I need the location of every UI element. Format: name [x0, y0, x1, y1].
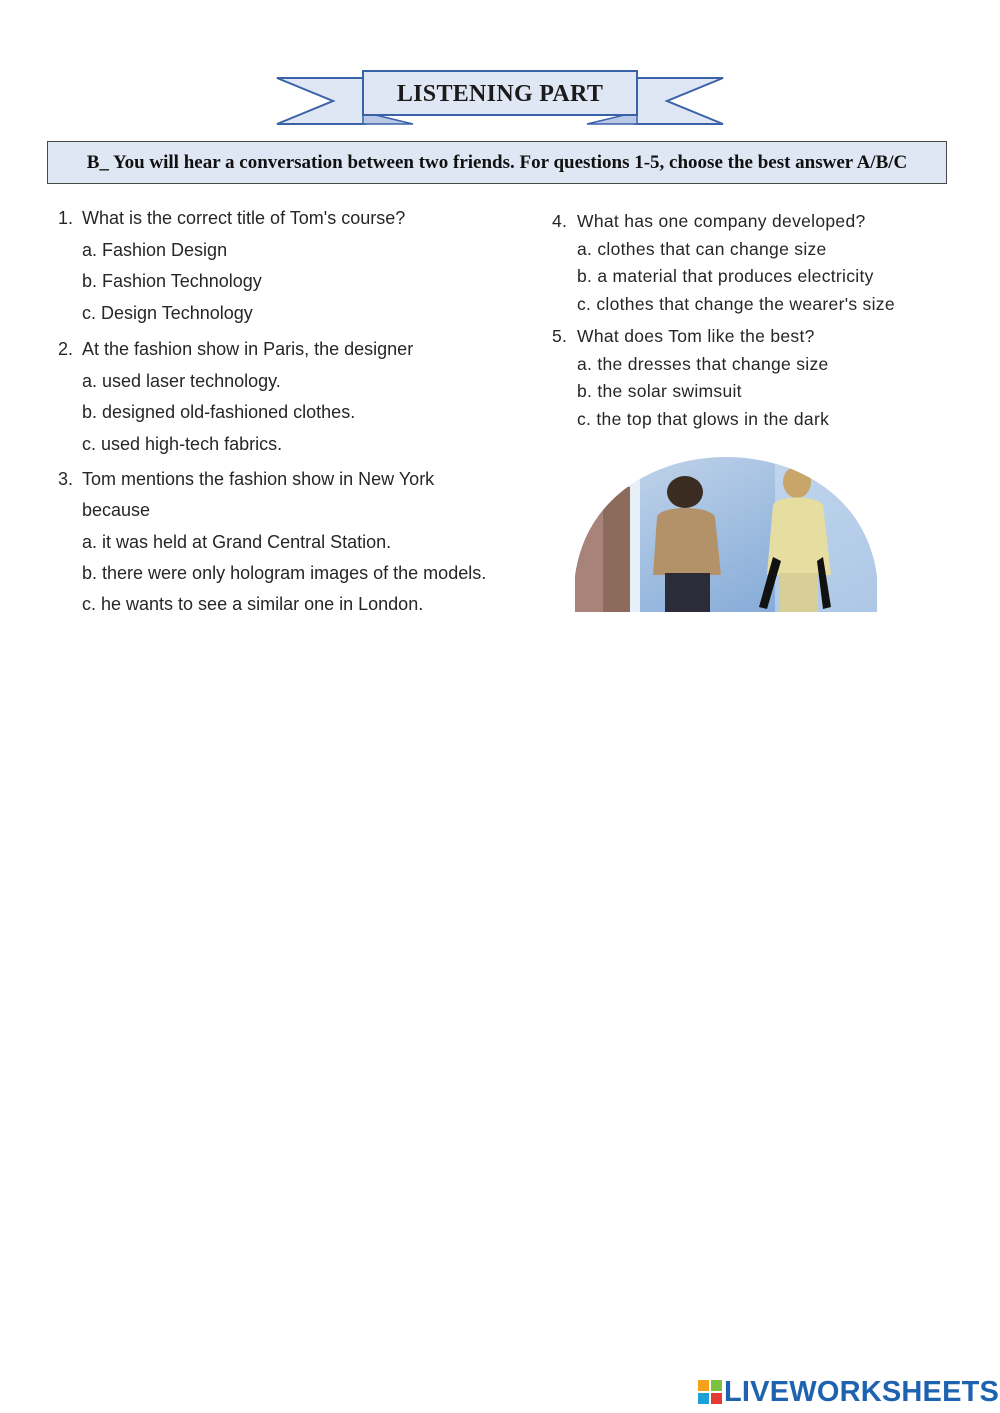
question-number: 1. — [58, 208, 74, 228]
answer-option-a[interactable]: a. clothes that can change size — [577, 239, 827, 259]
banner-title: LISTENING PART — [396, 81, 604, 107]
answer-option-c[interactable]: c. clothes that change the wearer's size — [577, 294, 895, 314]
answer-option-a[interactable]: a. the dresses that change size — [577, 354, 829, 374]
answer-option-a[interactable]: a. it was held at Grand Central Station. — [82, 532, 392, 552]
answer-option-c[interactable]: c. Design Technology — [82, 303, 253, 323]
question-text: What has one company developed? — [577, 211, 866, 231]
liveworksheets-logo[interactable] — [698, 1375, 1000, 1409]
answer-option-c[interactable]: c. used high-tech fabrics. — [82, 434, 283, 454]
answer-option-b[interactable]: b. designed old-fashioned clothes. — [82, 402, 356, 422]
question-number: 3. — [58, 469, 74, 489]
question-number: 4. — [552, 211, 568, 231]
question-number: 2. — [58, 339, 74, 359]
title-banner — [275, 68, 725, 130]
answer-option-b[interactable]: b. the solar swimsuit — [577, 381, 742, 401]
answer-option-a[interactable]: a. Fashion Design — [82, 240, 228, 260]
logo-text: LIVEWORKSHEETS — [724, 1376, 1000, 1408]
fashion-show-photo — [575, 457, 877, 612]
question-text: Tom mentions the fashion show in New York — [82, 469, 435, 489]
liveworksheets-logo-icon — [698, 1380, 722, 1404]
instruction-text: B_ You will hear a conversation between two friends. For questions 1-5, choose the best answer A/B/C — [86, 152, 908, 173]
instruction-box — [47, 141, 947, 184]
question-text: What does Tom like the best? — [577, 326, 815, 346]
answer-option-c[interactable]: c. he wants to see a similar one in London. — [82, 594, 424, 614]
answer-option-a[interactable]: a. used laser technology. — [82, 371, 281, 391]
answer-option-b[interactable]: b. there were only hologram images of the models. — [82, 563, 487, 583]
question-text: What is the correct title of Tom's course? — [82, 208, 406, 228]
answer-option-b[interactable]: b. a material that produces electricity — [577, 266, 874, 286]
answer-option-b[interactable]: b. Fashion Technology — [82, 271, 262, 291]
answer-option-c[interactable]: c. the top that glows in the dark — [577, 409, 830, 429]
question-text: At the fashion show in Paris, the designer — [82, 339, 414, 359]
question-number: 5. — [552, 326, 568, 346]
question-text-continued: because — [82, 500, 151, 520]
